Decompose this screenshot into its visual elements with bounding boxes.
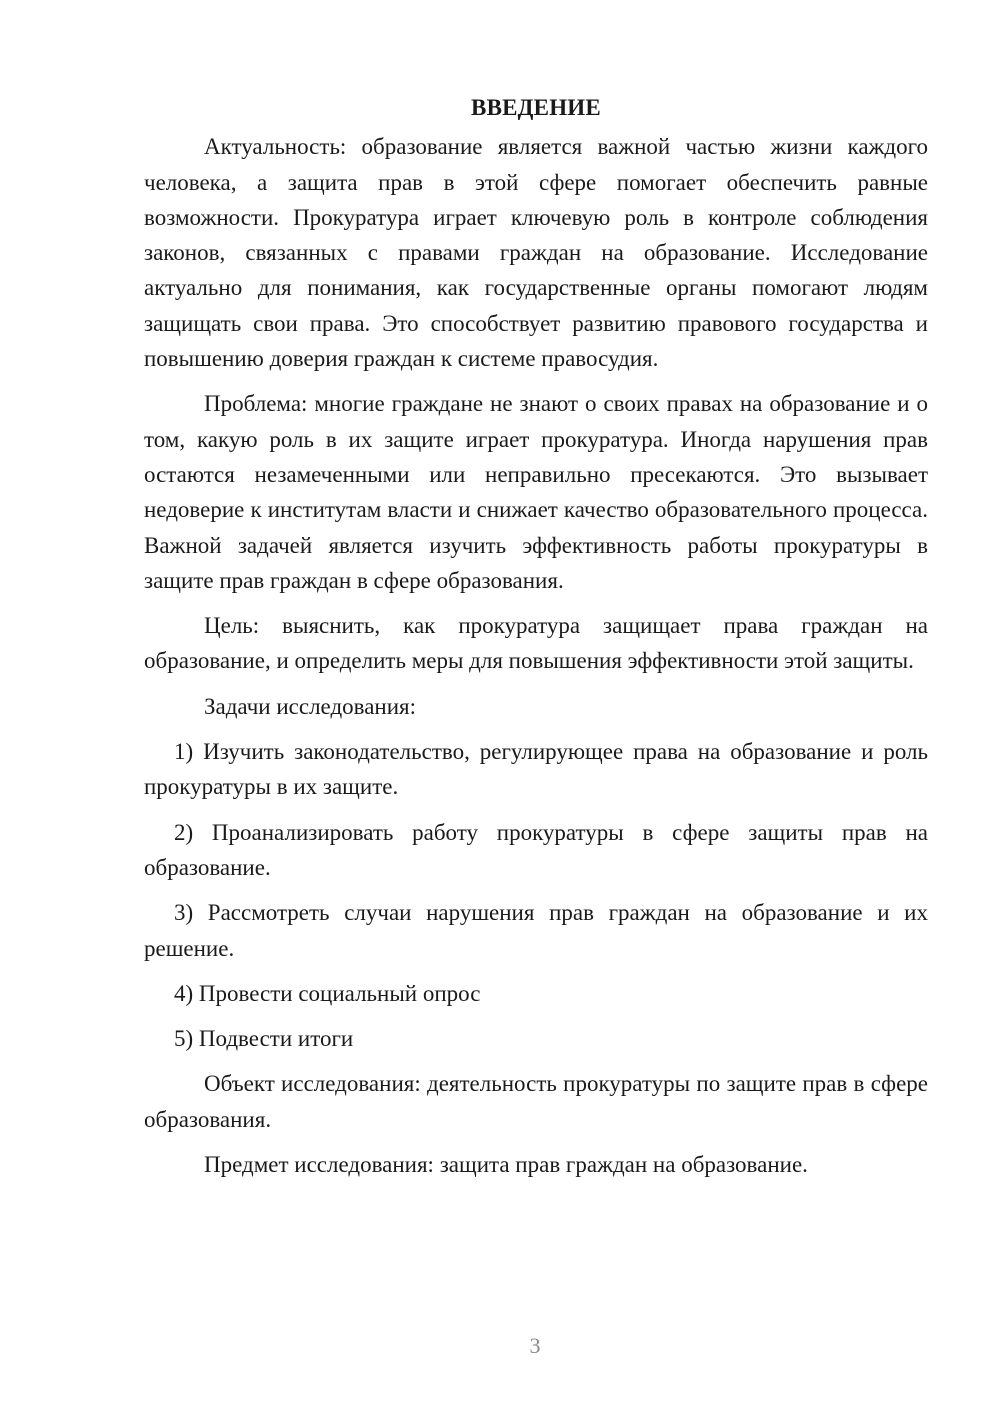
document-page [144, 90, 928, 1192]
task-item: 1) Изучить законодательство, регулирующее права на образование и роль прокуратуры в их защите. [144, 739, 928, 800]
task-item: 5) Подвести итоги [174, 1026, 354, 1052]
paragraph-object: Объект исследования: деятельность прокуратуры по защите прав в сфере образования. [144, 1071, 928, 1132]
section-title: ВВЕДЕНИЕ [471, 95, 601, 120]
paragraph-problem: Проблема: многие граждане не знают о своих правах на образование и о том, какую роль в их защите играет прокуратура. Иногда нарушения прав остаются незамеченными или неправильно пресекаются. Это вызывает недоверие к институтам власти и снижает качество образовательного процесса. Важной задачей является изучить эффективность работы прокуратуры в защите прав граждан в сфере образования. [144, 391, 928, 593]
paragraph-relevance: Актуальность: образование является важной частью жизни каждого человека, а защита прав в этой сфере помогает обеспечить равные возможности. Прокуратура играет ключевую роль в контроле соблюдения законов, связанных с правами граждан на образование. Исследование актуально для понимания, как государственные органы помогают людям защищать свои права. Это способствует развитию правового государства и повышению доверия граждан к системе правосудия. [144, 134, 928, 372]
page-number: 3 [529, 1333, 541, 1358]
task-item: 2) Проанализировать работу прокуратуры в сфере защиты прав на образование. [144, 819, 928, 880]
paragraph-subject: Предмет исследования: защита прав граждан на образование. [204, 1152, 808, 1178]
paragraph-goal: Цель: выяснить, как прокуратура защищает права граждан на образование, и определить меры для повышения эффективности этой защиты. [144, 613, 928, 674]
tasks-heading: Задачи исследования: [204, 693, 417, 719]
task-item: 3) Рассмотреть случаи нарушения прав граждан на образование и их решение. [144, 900, 928, 961]
tasks-list [144, 734, 928, 1056]
task-item: 4) Провести социальный опрос [174, 980, 481, 1006]
